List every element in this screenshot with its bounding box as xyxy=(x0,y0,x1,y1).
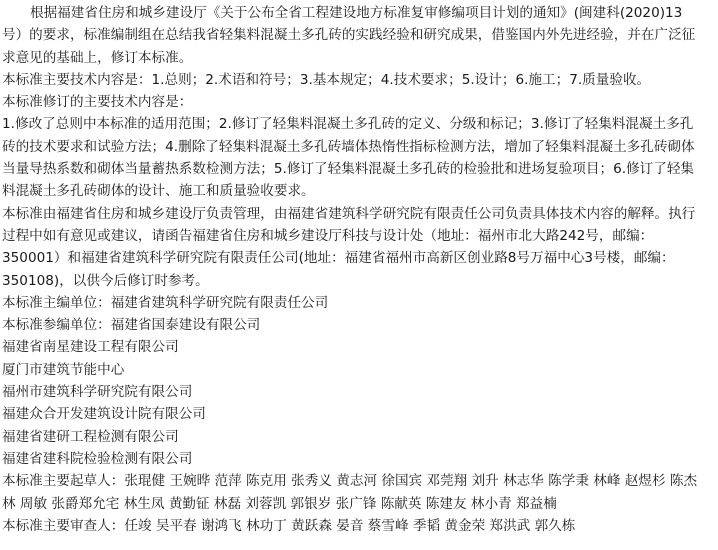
paragraph xyxy=(2,2,718,69)
text-line: 1.修改了总则中本标准的适用范围；2.修订了轻集料混凝土多孔砖的定义、分级和标记；3.修订了轻集料混凝土多孔 xyxy=(2,116,694,133)
text-line: 福建省南星建设工程有限公司 xyxy=(2,339,179,356)
text-line: 本标准由福建省住房和城乡建设厅负责管理，由福建省建筑科学研究院有限责任公司负责具体技术内容的解释。执行 xyxy=(2,205,696,222)
text-line: 本标准主要审查人：任竣 吴平春 谢鸿飞 林功丁 黄跃森 晏音 蔡雪峰 季韬 黄金荣 郑洪武 郭久栋 xyxy=(2,517,576,534)
paragraph xyxy=(2,381,718,403)
text-line: 本标准参编单位：福建省国泰建设有限公司 xyxy=(2,317,261,334)
text-line: 本标准主要技术内容是：1.总则；2.术语和符号；3.基本规定；4.技术要求；5.设计；6.施工；7.质量验收。 xyxy=(2,71,651,88)
text-line: 福建省建科院检验检测有限公司 xyxy=(2,450,193,467)
text-line: 号）的要求，标准编制组在总结我省轻集料混凝土多孔砖的实践经验和研究成果，借鉴国内外先进经验，并在广泛征 xyxy=(2,27,696,44)
paragraph xyxy=(2,426,718,448)
paragraph xyxy=(2,403,718,425)
text-line: 根据福建省住房和城乡建设厅《关于公布全省工程建设地方标准复审修编项目计划的通知》(闽建科(2020)13 xyxy=(30,5,683,21)
text-line: 过程中如有意见或建议，请函告福建省住房和城乡建设厅科技与设计处（地址：福州市北大路242号，邮编： xyxy=(2,227,654,244)
text-line: 厦门市建筑节能中心 xyxy=(2,361,125,378)
text-line: 砖的技术要求和试验方法；4.删除了轻集料混凝土多孔砖墙体热惰性指标检测方法，增加了轻集料混凝土多孔砖砌体 xyxy=(2,138,695,155)
text-line: 料混凝土多孔砖砌体的设计、施工和质量验收要求。 xyxy=(2,183,315,200)
text-line: 350001）和福建省建筑科学研究院有限责任公司(地址：福建省福州市高新区创业路8号万福中心3号楼，邮编： xyxy=(2,250,675,267)
paragraph xyxy=(2,292,718,314)
text-line: 本标准主要起草人：张琨健 王婉晔 范萍 陈克用 张秀义 黄志河 徐国宾 邓莞翔 刘升 林志华 陈学秉 林峰 赵煜杉 陈杰 xyxy=(2,473,698,490)
paragraph xyxy=(2,314,718,336)
paragraph xyxy=(2,470,718,515)
paragraph xyxy=(2,69,718,91)
paragraph xyxy=(2,113,718,202)
paragraph xyxy=(2,515,718,537)
text-line: 福建众合开发建筑设计院有限公司 xyxy=(2,406,206,423)
paragraph xyxy=(2,203,718,292)
text-line: 本标准主编单位：福建省建筑科学研究院有限责任公司 xyxy=(2,294,329,311)
text-line: 求意见的基础上，修订本标准。 xyxy=(2,49,193,66)
text-line: 当量导热系数和砌体当量蓄热系数检测方法；5.修订了轻集料混凝土多孔砖的检验批和进场复验项目；6.修订了轻集 xyxy=(2,161,695,178)
text-line: 林 周敏 张爵郑允宅 林生凤 黄勤钲 林磊 刘蓉凯 郭银岁 张广锋 陈献英 陈建友 林小青 郑益楠 xyxy=(2,495,557,512)
text-line: 350108)，以供今后修订时参考。 xyxy=(2,272,209,289)
paragraph xyxy=(2,448,718,470)
text-line: 本标准修订的主要技术内容是： xyxy=(2,94,193,111)
text-line: 福建省建研工程检测有限公司 xyxy=(2,428,179,445)
paragraph xyxy=(2,359,718,381)
paragraph xyxy=(2,336,718,358)
text-line: 福州市建筑科学研究院有限公司 xyxy=(2,384,193,401)
paragraph xyxy=(2,91,718,113)
